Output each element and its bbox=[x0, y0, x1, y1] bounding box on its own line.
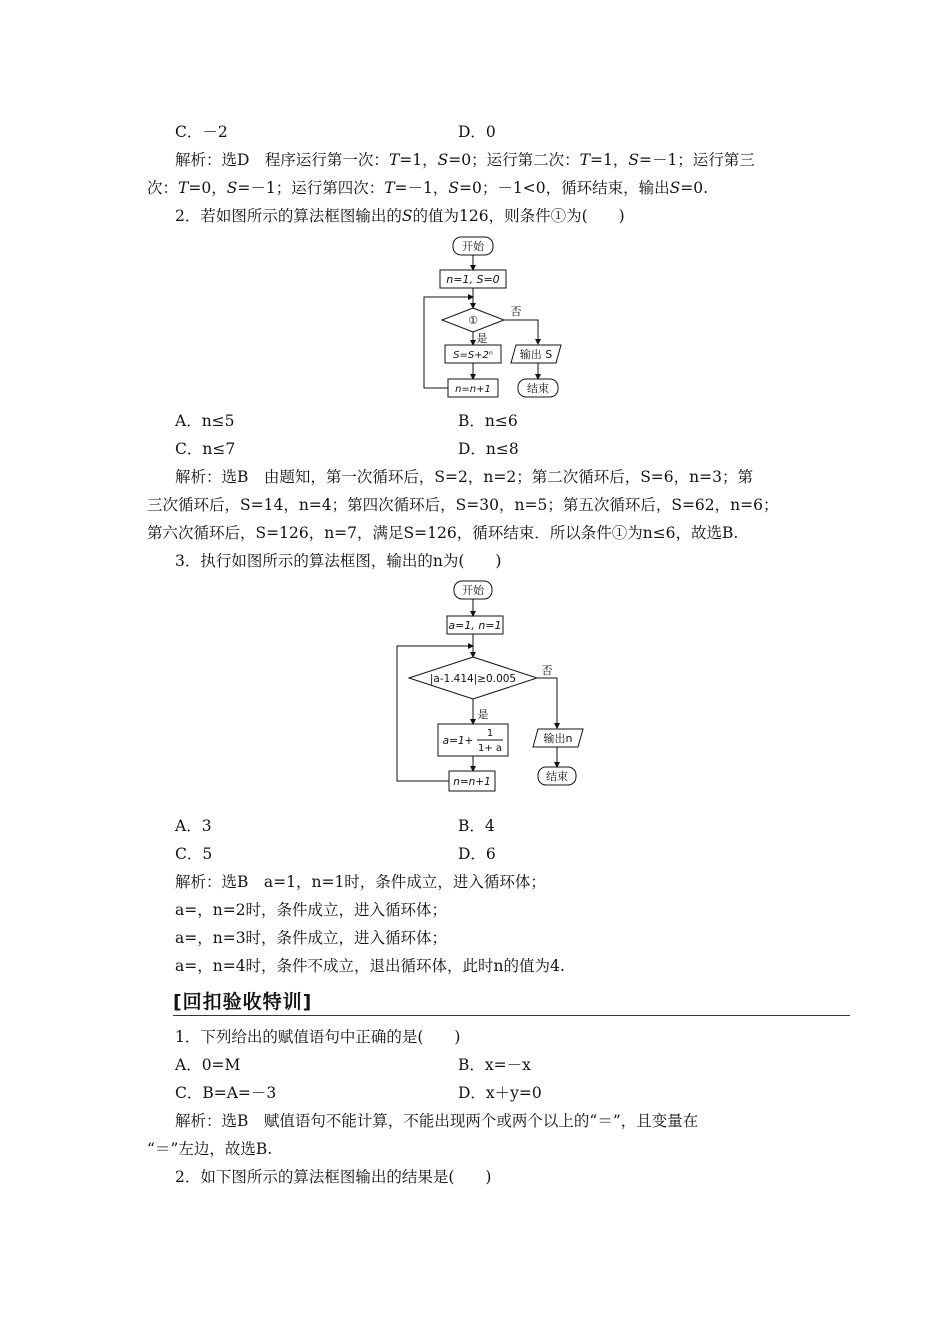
analysis-line: 解析：选B a=1，n=1时，条件成立，进入循环体； bbox=[175, 873, 546, 891]
yes-label: 是 bbox=[476, 332, 488, 345]
start-label: 开始 bbox=[462, 240, 484, 253]
option-d: D．6 bbox=[458, 845, 496, 863]
no-label: 否 bbox=[510, 305, 522, 318]
option-a: A．3 bbox=[175, 817, 212, 835]
analysis-line: 次：T=0，S=－1；运行第四次：T=－1，S=0；－1<0，循环结束，输出S=0. bbox=[147, 179, 708, 197]
end-label: 结束 bbox=[546, 770, 568, 783]
incr-label: n=n+1 bbox=[453, 776, 491, 788]
section-rule bbox=[173, 1015, 850, 1016]
body-den: 1+ a bbox=[477, 743, 503, 754]
analysis-line: a=，n=2时，条件成立，进入循环体； bbox=[175, 901, 448, 919]
section-title: [回扣验收特训] bbox=[173, 991, 313, 1013]
init-label: n=1, S=0 bbox=[446, 273, 500, 286]
analysis-line: “＝”左边，故选B. bbox=[147, 1140, 273, 1158]
option-d: D．n≤8 bbox=[458, 440, 519, 458]
init-label: a=1, n=1 bbox=[448, 619, 502, 632]
body-label: S=S+2ⁿ bbox=[453, 350, 493, 361]
analysis-line: 解析：选D 程序运行第一次：T=1，S=0；运行第二次：T=1，S=－1；运行第三 bbox=[175, 151, 755, 169]
option-b: B．n≤6 bbox=[458, 412, 518, 430]
yes-label: 是 bbox=[477, 708, 489, 721]
question-stem: 3．执行如图所示的算法框图，输出的n为( ) bbox=[175, 552, 502, 570]
question-stem: 2．若如图所示的算法框图输出的S的值为126，则条件①为( ) bbox=[175, 207, 625, 225]
analysis-line: 三次循环后，S=14，n=4；第四次循环后，S=30，n=5；第五次循环后，S=62，n=6； bbox=[147, 496, 779, 514]
no-label: 否 bbox=[541, 664, 553, 677]
option-b: B．x=－x bbox=[458, 1056, 531, 1074]
output-label: 输出 S bbox=[519, 348, 553, 361]
end-label: 结束 bbox=[527, 382, 549, 395]
option-c: C．5 bbox=[175, 845, 213, 863]
start-label: 开始 bbox=[462, 584, 484, 597]
option-d: D．0 bbox=[458, 123, 496, 141]
analysis-line: a=，n=4时，条件不成立，退出循环体，此时n的值为4. bbox=[175, 957, 565, 975]
option-d: D．x＋y=0 bbox=[458, 1084, 542, 1102]
question-stem: 2．如下图所示的算法框图输出的结果是( ) bbox=[175, 1168, 492, 1186]
incr-label: n=n+1 bbox=[455, 384, 491, 395]
body-lhs: a=1+ bbox=[442, 735, 474, 747]
flowchart-q3 bbox=[392, 578, 592, 804]
analysis-line: 第六次循环后，S=126，n=7，满足S=126，循环结束．所以条件①为n≤6，故选B. bbox=[147, 524, 739, 542]
cond-label: |a-1.414|≥0.005 bbox=[429, 673, 517, 685]
option-a: A．n≤5 bbox=[175, 412, 235, 430]
question-stem: 1．下列给出的赋值语句中正确的是( ) bbox=[175, 1028, 461, 1046]
output-label: 输出n bbox=[543, 732, 573, 745]
cond-label: ① bbox=[468, 314, 478, 327]
analysis-line: 解析：选B 由题知，第一次循环后，S=2，n=2；第二次循环后，S=6，n=3；第 bbox=[175, 468, 753, 486]
flowchart-q2 bbox=[420, 234, 580, 404]
analysis-line: 解析：选B 赋值语句不能计算，不能出现两个或两个以上的“＝”，且变量在 bbox=[175, 1112, 699, 1130]
option-c: C．B=A=－3 bbox=[175, 1084, 277, 1102]
body-num: 1 bbox=[486, 728, 494, 739]
option-c: C．n≤7 bbox=[175, 440, 236, 458]
option-b: B．4 bbox=[458, 817, 495, 835]
analysis-line: a=，n=3时，条件成立，进入循环体； bbox=[175, 929, 448, 947]
option-c: C．－2 bbox=[175, 123, 228, 141]
option-a: A．0=M bbox=[175, 1056, 241, 1074]
